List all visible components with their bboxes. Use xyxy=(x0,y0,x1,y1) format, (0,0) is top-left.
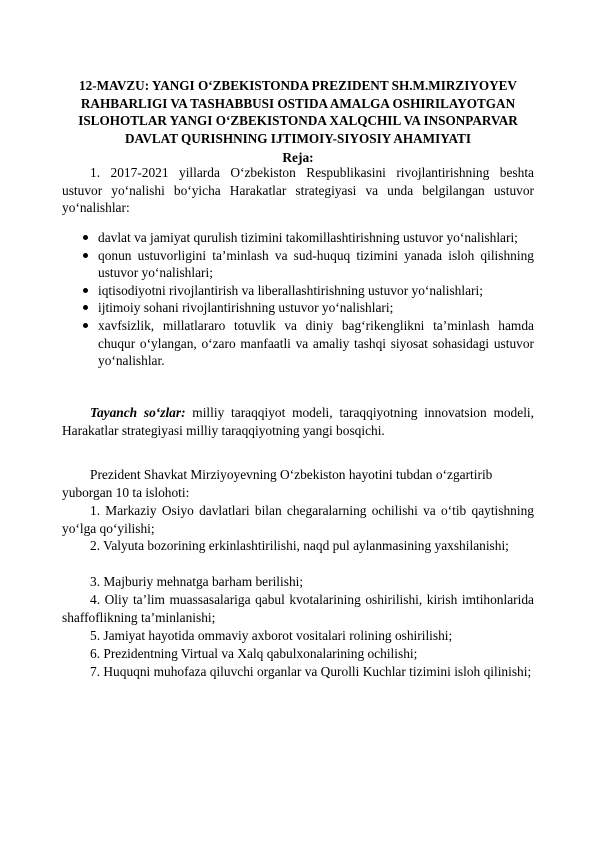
reforms-intro: Prezident Shavkat Mirziyoyevning O‘zbekiston hayotini tubdan o‘zgartirib yuborgan 10 ta islohoti: xyxy=(62,467,493,500)
keywords-text: milliy taraqqiyot modeli, taraqqiyotning innovatsion modeli, Harakatlar strategiyasi milliy taraqqiyotning yangi bosqichi. xyxy=(62,405,534,438)
keywords-paragraph xyxy=(62,404,534,439)
keywords-label: Tayanch so‘zlar: xyxy=(90,405,186,420)
list-item: davlat va jamiyat qurulish tizimini takomillashtirishning ustuvor yo‘nalishlari; xyxy=(98,229,534,247)
reform-item: 3. Majburiy mehnatga barham berilishi; xyxy=(90,574,304,589)
reform-item: 2. Valyuta bozorining erkinlashtirilishi, naqd pul aylanmasining yaxshilanishi; xyxy=(90,538,509,553)
reform-item: 7. Huquqni muhofaza qiluvchi organlar va Qurolli Kuchlar tizimini isloh qilinishi; xyxy=(90,664,532,679)
plan-item-1: 1. 2017-2021 yillarda O‘zbekiston Respublikasini rivojlantirishning beshta ustuvor yo‘nalishi bo‘yicha Harakatlar strategiyasi va unda belgilangan ustuvor yo‘nalishlar: xyxy=(62,165,534,216)
list-item: iqtisodiyotni rivojlantirish va liberallashtirishning ustuvor yo‘nalishlari; xyxy=(98,282,534,300)
page-title: 12-MAVZU: YANGI O‘ZBEKISTONDA PREZIDENT SH.M.MIRZIYOYEV RAHBARLIGI VA TASHABBUSI OSTIDA AMALGA OSHIRILAYOTGAN ISLOHOTLAR YANGI O‘ZBEKISTONDA XALQCHIL VA INSONPARVAR DAVLAT QURISHNING IJTIMOIY-SIYOSIY AHAMIYATI xyxy=(78,78,518,146)
bullet-icon xyxy=(83,235,88,240)
bullet-icon xyxy=(83,253,88,258)
reform-item: 6. Prezidentning Virtual va Xalq qabulxonalarining ochilishi; xyxy=(90,646,418,661)
list-item: ijtimoiy sohani rivojlantirishning ustuvor yo‘nalishlari; xyxy=(98,299,534,317)
reform-item: 4. Oliy ta’lim muassasalariga qabul kvotalarining oshirilishi, kirish imtihonlarida shaffoflikning ta’minlanishi; xyxy=(62,592,534,625)
plan-heading: Reja: xyxy=(282,150,314,165)
list-item: xavfsizlik, millatlararo totuvlik va diniy bag‘rikenglikni ta’minlash hamda chuqur o‘ylangan, o‘zaro manfaatli va amaliy tashqi siyosat sohasidagi ustuvor yo‘nalishlar. xyxy=(98,317,534,370)
bullet-icon xyxy=(83,323,88,328)
bullet-icon xyxy=(83,288,88,293)
plan-bullet-list xyxy=(98,229,534,370)
reform-item: 1. Markaziy Osiyo davlatlari bilan chegaralarning ochilishi va o‘tib qaytishning yo‘lga qo‘yilishi; xyxy=(62,503,534,536)
bullet-icon xyxy=(83,305,88,310)
list-item: qonun ustuvorligini ta’minlash va sud-huquq tizimini yanada isloh qilishning ustuvor yo‘nalishlari; xyxy=(98,247,534,282)
reform-item: 5. Jamiyat hayotida ommaviy axborot vositalari rolining oshirilishi; xyxy=(90,628,453,643)
